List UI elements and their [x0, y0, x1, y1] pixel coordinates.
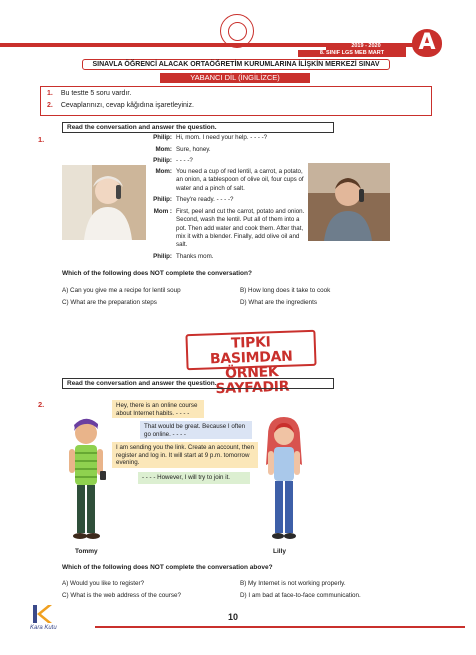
- q2-prompt: Read the conversation and answer the question.: [62, 378, 334, 389]
- q2-number: 2.: [38, 400, 45, 409]
- philip-phone-photo: [308, 163, 390, 241]
- q2-option-b[interactable]: B) My Internet is not working properly.: [240, 580, 346, 587]
- q1-option-b[interactable]: B) How long does it take to cook: [240, 287, 331, 294]
- q2-option-c[interactable]: C) What is the web address of the course?: [62, 592, 181, 599]
- tommy-name-label: Tommy: [75, 548, 98, 555]
- mom-phone-photo: [62, 165, 146, 240]
- q1-option-c[interactable]: C) What are the preparation steps: [62, 299, 157, 306]
- lilly-illustration: [258, 415, 308, 545]
- sample-page-stamp: TIPKI BASIMDAN ÖRNEK SAYFADIR: [185, 330, 316, 371]
- instructions-box: [40, 86, 432, 116]
- q2-stem: Which of the following does NOT complete the conversation above?: [62, 564, 273, 571]
- footer-red-bar: [95, 626, 465, 628]
- speech-bubble-tommy-2: I am sending you the link. Create an account, then register and log in. It will start at 9 p.m. tomorrow evening.: [112, 442, 258, 468]
- q1-prompt: Read the conversation and answer the question.: [62, 122, 334, 133]
- lilly-name-label: Lilly: [273, 548, 287, 555]
- karakutu-logo-icon: [30, 603, 56, 625]
- q1-option-d[interactable]: D) What are the ingredients: [240, 299, 317, 306]
- dialogue-line: Mom : First, peel and cut the carrot, potato and onion. Second, wash the lentil. Put all of them into a pot. Then add water and cook them. After that, mix it with a blender. Finally, add olive oil and salt.: [153, 208, 305, 249]
- dialogue-line: Mom: You need a cup of red lentil, a carrot, a potato, an onion, a tablespoon of olive oil, four cups of water and a pinch of salt.: [155, 168, 304, 192]
- tommy-illustration: [62, 415, 112, 543]
- dialogue-line: Philip: They're ready. - - - -?: [153, 196, 234, 203]
- q1-stem: Which of the following does NOT complete the conversation?: [62, 270, 252, 277]
- booklet-type-badge: A: [412, 29, 442, 57]
- dialogue-line: Mom: Sure, honey.: [155, 146, 211, 153]
- q1-option-a[interactable]: A) Can you give me a recipe for lentil soup: [62, 287, 181, 294]
- q2-option-a[interactable]: A) Would you like to register?: [62, 580, 145, 587]
- instruction-item: 2. Cevaplarınızı, cevap kâğıdına işaretleyiniz.: [47, 102, 194, 109]
- page-number: 10: [228, 612, 239, 622]
- exam-title: SINAVLA ÖĞRENCİ ALACAK ORTAÖĞRETİM KURUMLARINA İLİŞKİN MERKEZİ SINAV: [82, 59, 390, 70]
- speech-bubble-tommy-1: Hey, there is an online course about Internet habits. - - - -: [112, 400, 204, 418]
- publisher-brand: Kara Kutu: [30, 625, 57, 631]
- q1-number: 1.: [38, 135, 45, 144]
- speech-bubble-lilly-1: That would be great. Because I often go online. - - - -: [140, 421, 252, 439]
- header-subtitle: 8. SINIF LGS MEB MART: [298, 50, 406, 57]
- dialogue-line: Philip: Hi, mom. I need your help. - - - -?: [153, 134, 268, 141]
- subject-label: YABANCI DİL (İNGİLİZCE): [160, 73, 310, 83]
- q2-option-d[interactable]: D) I am bad at face-to-face communication.: [240, 592, 361, 599]
- dialogue-line: Philip: Thanks mom.: [153, 253, 214, 260]
- header-year: 2019 - 2020: [326, 43, 406, 50]
- instruction-item: 1. Bu testte 5 soru vardır.: [47, 90, 132, 97]
- speech-bubble-lilly-2: - - - - However, I will try to join it.: [138, 472, 250, 484]
- dialogue-line: Philip: - - - -?: [153, 157, 193, 164]
